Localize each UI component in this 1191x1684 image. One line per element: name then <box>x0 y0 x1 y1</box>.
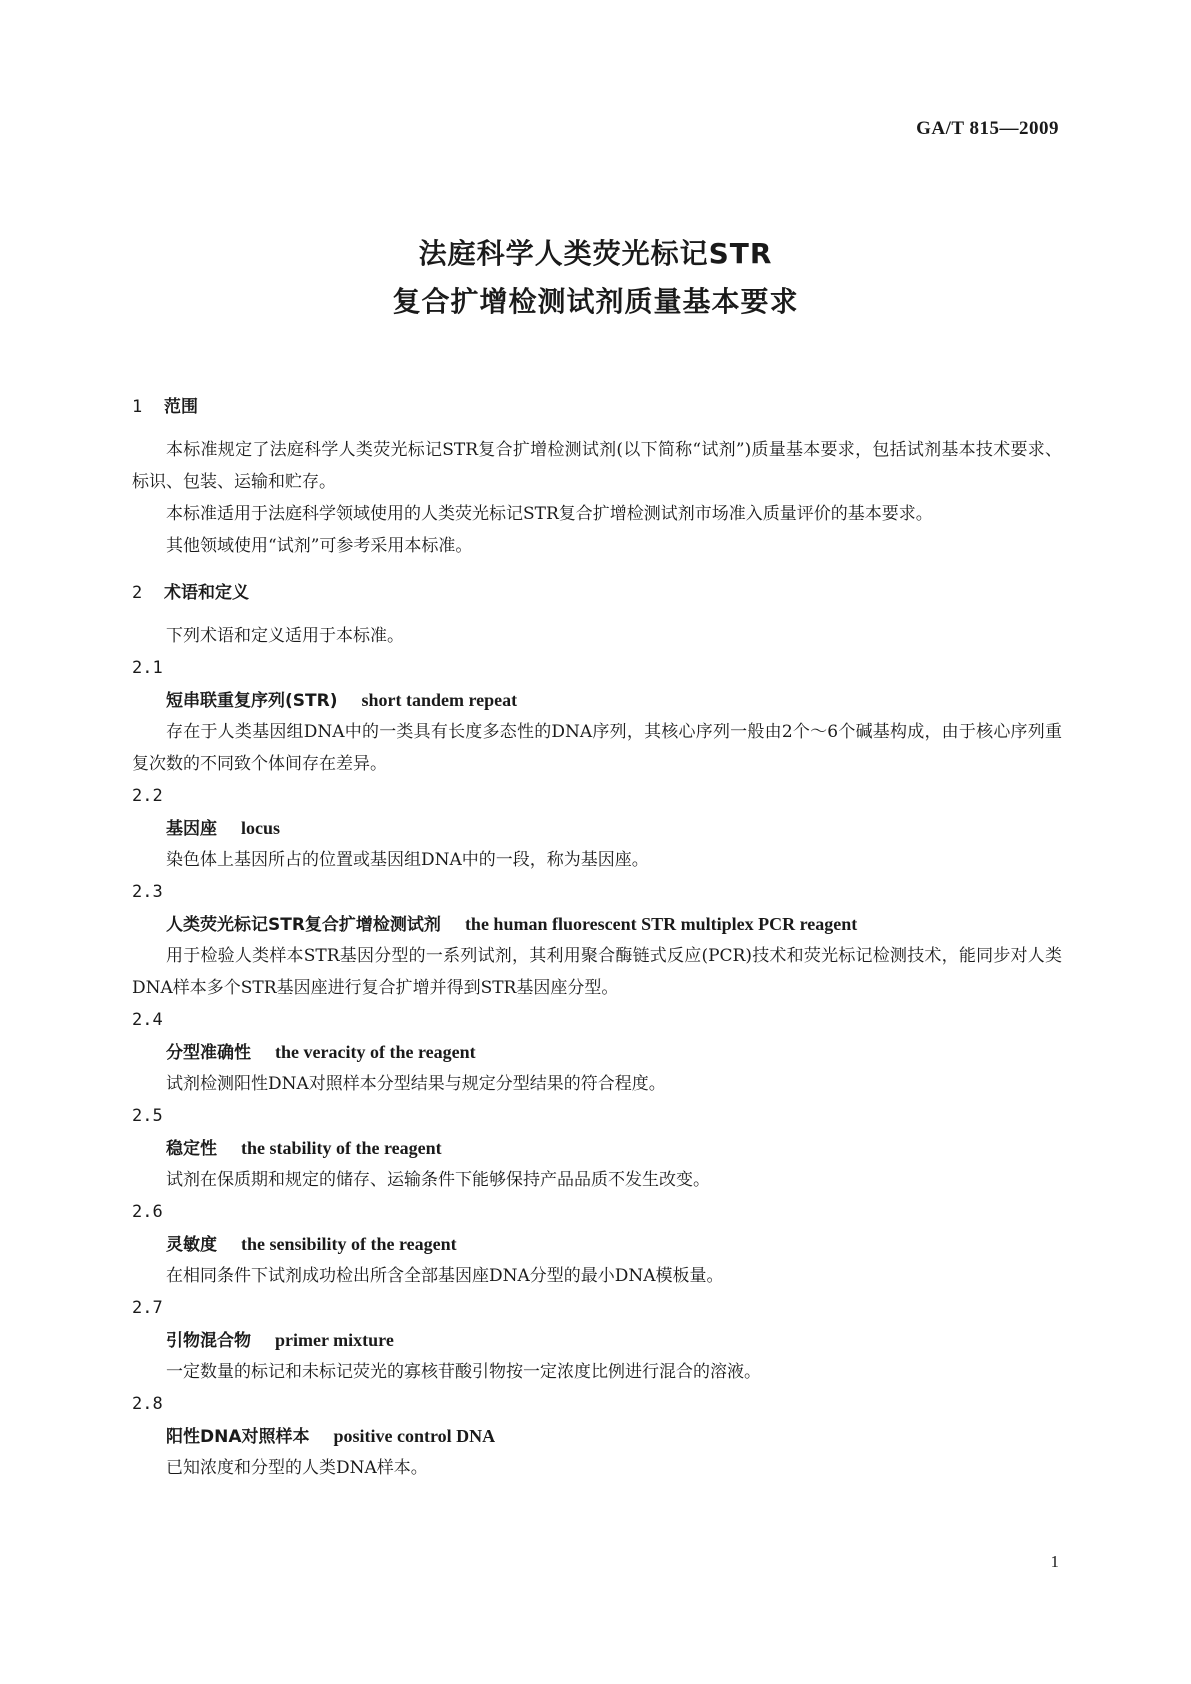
section-heading-terms <box>132 576 1062 610</box>
term-cn: 引物混合物 <box>166 1331 251 1351</box>
section-number: 2 <box>132 583 143 603</box>
term-en: the stability of the reagent <box>241 1138 442 1158</box>
term-title <box>132 812 1062 844</box>
clause-number: 2.8 <box>132 1394 163 1414</box>
term-en: positive control DNA <box>333 1426 496 1446</box>
term-cn: 基因座 <box>166 819 217 839</box>
document-title <box>0 230 1191 326</box>
term-definition: 试剂在保质期和规定的储存、运输条件下能够保持产品品质不发生改变。 <box>166 1170 710 1190</box>
term-en: the veracity of the reagent <box>275 1042 476 1062</box>
term-entry <box>132 1100 1062 1196</box>
clause-number: 2.1 <box>132 658 163 678</box>
section-number: 1 <box>132 397 143 417</box>
term-title <box>132 1132 1062 1164</box>
term-entry <box>132 1196 1062 1292</box>
document-body <box>132 390 1062 1484</box>
section-title: 术语和定义 <box>164 583 249 603</box>
term-cn: 阳性DNA对照样本 <box>166 1427 310 1447</box>
clause-number: 2.4 <box>132 1010 163 1030</box>
clause-number: 2.5 <box>132 1106 163 1126</box>
term-definition: 用于检验人类样本STR基因分型的一系列试剂，其利用聚合酶链式反应(PCR)技术和荧光标记检测技术，能同步对人类DNA样本多个STR基因座进行复合扩增并得到STR基因座分型。 <box>132 946 1062 998</box>
term-entry <box>132 1388 1062 1484</box>
term-definition: 已知浓度和分型的人类DNA样本。 <box>166 1458 428 1478</box>
clause-number: 2.3 <box>132 882 163 902</box>
term-en: primer mixture <box>275 1330 394 1350</box>
title-line-1: 法庭科学人类荧光标记STR <box>418 237 773 270</box>
term-cn: 分型准确性 <box>166 1043 251 1063</box>
paragraph: 本标准规定了法庭科学人类荧光标记STR复合扩增检测试剂(以下简称“试剂”)质量基本要求，包括试剂基本技术要求、标识、包装、运输和贮存。 <box>132 440 1062 492</box>
term-entry <box>132 1004 1062 1100</box>
term-title <box>132 684 1062 716</box>
term-entry <box>132 780 1062 876</box>
term-definition: 在相同条件下试剂成功检出所含全部基因座DNA分型的最小DNA模板量。 <box>166 1266 724 1286</box>
term-definition: 存在于人类基因组DNA中的一类具有长度多态性的DNA序列，其核心序列一般由2个～6个碱基构成，由于核心序列重复次数的不同致个体间存在差异。 <box>132 722 1062 774</box>
term-cn: 人类荧光标记STR复合扩增检测试剂 <box>166 915 441 935</box>
term-cn: 短串联重复序列(STR) <box>166 691 338 711</box>
term-title <box>132 908 1062 940</box>
term-title <box>132 1036 1062 1068</box>
term-en: the sensibility of the reagent <box>241 1234 457 1254</box>
term-title <box>132 1228 1062 1260</box>
term-definition: 一定数量的标记和未标记荧光的寡核苷酸引物按一定浓度比例进行混合的溶液。 <box>166 1362 761 1382</box>
term-entry <box>132 876 1062 1004</box>
term-definition: 试剂检测阳性DNA对照样本分型结果与规定分型结果的符合程度。 <box>166 1074 666 1094</box>
paragraph: 本标准适用于法庭科学领域使用的人类荧光标记STR复合扩增检测试剂市场准入质量评价的基本要求。 <box>166 504 933 524</box>
title-line-2: 复合扩增检测试剂质量基本要求 <box>392 285 799 318</box>
term-en: the human fluorescent STR multiplex PCR reagent <box>464 914 858 934</box>
term-entry <box>132 1292 1062 1388</box>
term-cn: 稳定性 <box>166 1139 217 1159</box>
term-cn: 灵敏度 <box>166 1235 217 1255</box>
clause-number: 2.6 <box>132 1202 163 1222</box>
paragraph-intro: 下列术语和定义适用于本标准。 <box>166 626 404 646</box>
paragraph: 其他领域使用“试剂”可参考采用本标准。 <box>166 536 473 556</box>
term-title <box>132 1420 1062 1452</box>
term-title <box>132 1324 1062 1356</box>
section-heading-scope <box>132 390 1062 424</box>
term-entry <box>132 652 1062 780</box>
clause-number: 2.7 <box>132 1298 163 1318</box>
section-title: 范围 <box>164 397 198 417</box>
term-en: short tandem repeat <box>361 690 518 710</box>
clause-number: 2.2 <box>132 786 163 806</box>
term-definition: 染色体上基因所占的位置或基因组DNA中的一段，称为基因座。 <box>166 850 649 870</box>
term-en: locus <box>241 818 281 838</box>
standard-code: GA/T 815—2009 <box>916 118 1059 139</box>
page-number: 1 <box>1050 1552 1059 1571</box>
